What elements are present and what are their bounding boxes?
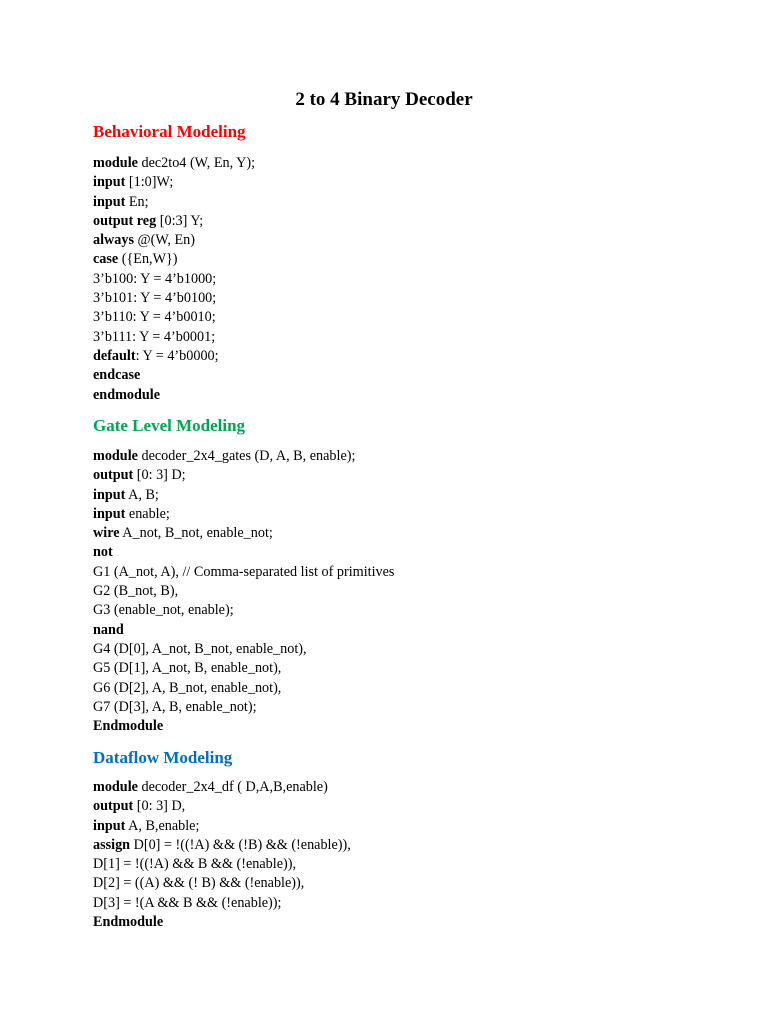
code-keyword: module xyxy=(93,155,138,171)
code-keyword: wire xyxy=(93,525,120,542)
code-text: [0:3] Y; xyxy=(156,212,204,229)
code-line xyxy=(93,797,351,816)
code-text: G1 (A_not, A), // Comma-separated list of primitives xyxy=(93,563,395,580)
code-line xyxy=(93,717,394,736)
code-line xyxy=(93,543,394,562)
code-line xyxy=(93,270,255,289)
code-keyword: Endmodule xyxy=(93,914,164,931)
code-keyword: input xyxy=(93,486,126,503)
code-text: enable; xyxy=(125,505,170,522)
code-keyword: case xyxy=(93,251,119,268)
code-text: G2 (B_not, B), xyxy=(93,583,179,600)
code-line xyxy=(93,601,394,620)
code-line xyxy=(93,894,351,913)
code-text: 3’b111: Y = 4’b0001; xyxy=(93,328,216,345)
code-line xyxy=(93,193,255,212)
code-line xyxy=(93,328,255,347)
code-keyword: input xyxy=(93,193,126,210)
code-line xyxy=(93,855,351,874)
code-line xyxy=(93,289,255,308)
code-text: G7 (D[3], A, B, enable_not); xyxy=(93,698,257,715)
code-line xyxy=(93,231,255,250)
code-keyword: input xyxy=(93,817,126,834)
code-line xyxy=(93,486,394,505)
code-line xyxy=(93,366,255,385)
code-text: A_not, B_not, enable_not; xyxy=(119,525,273,542)
code-text: En; xyxy=(125,193,149,210)
code-keyword: Endmodule xyxy=(93,718,164,735)
code-keyword: module xyxy=(93,448,138,464)
code-text: G3 (enable_not, enable); xyxy=(93,602,234,619)
code-keyword: output xyxy=(93,798,134,815)
code-text: D[3] = !(A && B && (!enable)); xyxy=(93,894,282,911)
code-line xyxy=(93,447,394,466)
code-text: 3’b100: Y = 4’b1000; xyxy=(93,270,217,287)
code-line xyxy=(93,640,394,659)
code-line xyxy=(93,698,394,717)
code-text: [1:0]W; xyxy=(125,174,174,191)
code-keyword: output reg xyxy=(93,212,157,229)
code-keyword: endcase xyxy=(93,367,141,384)
code-text: [0: 3] D; xyxy=(133,467,186,484)
code-keyword: input xyxy=(93,174,126,191)
page-title: 2 to 4 Binary Decoder xyxy=(295,89,473,110)
gate-level-code-block xyxy=(93,447,394,736)
code-keyword: nand xyxy=(93,621,124,638)
code-line xyxy=(93,778,351,797)
code-keyword: default xyxy=(93,347,136,364)
dataflow-code-block xyxy=(93,778,351,932)
code-keyword: module xyxy=(93,779,138,795)
code-text: A, B; xyxy=(125,486,159,503)
code-keyword: not xyxy=(93,544,113,561)
behavioral-code-block xyxy=(93,154,255,405)
code-line xyxy=(93,308,255,327)
code-keyword: assign xyxy=(93,836,131,853)
code-text: D[2] = ((A) && (! B) && (!enable)), xyxy=(93,875,305,892)
code-text: dec2to4 (W, En, Y); xyxy=(137,155,256,171)
code-line xyxy=(93,250,255,269)
code-line xyxy=(93,212,255,231)
code-line xyxy=(93,505,394,524)
code-line xyxy=(93,386,255,405)
code-line xyxy=(93,466,394,485)
code-text: G6 (D[2], A, B_not, enable_not), xyxy=(93,679,282,696)
code-text: decoder_2x4_gates (D, A, B, enable); xyxy=(137,448,356,464)
gate-level-heading: Gate Level Modeling xyxy=(93,416,246,435)
code-line xyxy=(93,154,255,173)
code-line xyxy=(93,836,351,855)
code-keyword: output xyxy=(93,467,134,484)
code-line xyxy=(93,874,351,893)
code-text: [0: 3] D, xyxy=(133,798,186,815)
code-line xyxy=(93,659,394,678)
code-text: @(W, En) xyxy=(134,232,196,249)
code-text: : Y = 4’b0000; xyxy=(135,347,219,364)
code-text: ({En,W}) xyxy=(118,251,178,268)
code-text: D[0] = !((!A) && (!B) && (!enable)), xyxy=(130,836,351,853)
code-keyword: input xyxy=(93,505,126,522)
code-line xyxy=(93,679,394,698)
code-text: D[1] = !((!A) && B && (!enable)), xyxy=(93,856,297,873)
code-line xyxy=(93,913,351,932)
code-line xyxy=(93,817,351,836)
code-line xyxy=(93,582,394,601)
code-line xyxy=(93,173,255,192)
code-keyword: always xyxy=(93,232,134,249)
code-line xyxy=(93,563,394,582)
code-text: G4 (D[0], A_not, B_not, enable_not), xyxy=(93,640,307,657)
code-text: 3’b101: Y = 4’b0100; xyxy=(93,290,217,307)
code-text: decoder_2x4_df ( D,A,B,enable) xyxy=(137,779,328,795)
code-text: G5 (D[1], A_not, B, enable_not), xyxy=(93,660,282,677)
dataflow-heading: Dataflow Modeling xyxy=(93,748,233,767)
behavioral-heading: Behavioral Modeling xyxy=(93,122,246,141)
code-line xyxy=(93,347,255,366)
code-text: 3’b110: Y = 4’b0010; xyxy=(93,309,216,326)
code-text: A, B,enable; xyxy=(125,817,200,834)
code-line xyxy=(93,621,394,640)
code-keyword: endmodule xyxy=(93,386,161,403)
code-line xyxy=(93,524,394,543)
